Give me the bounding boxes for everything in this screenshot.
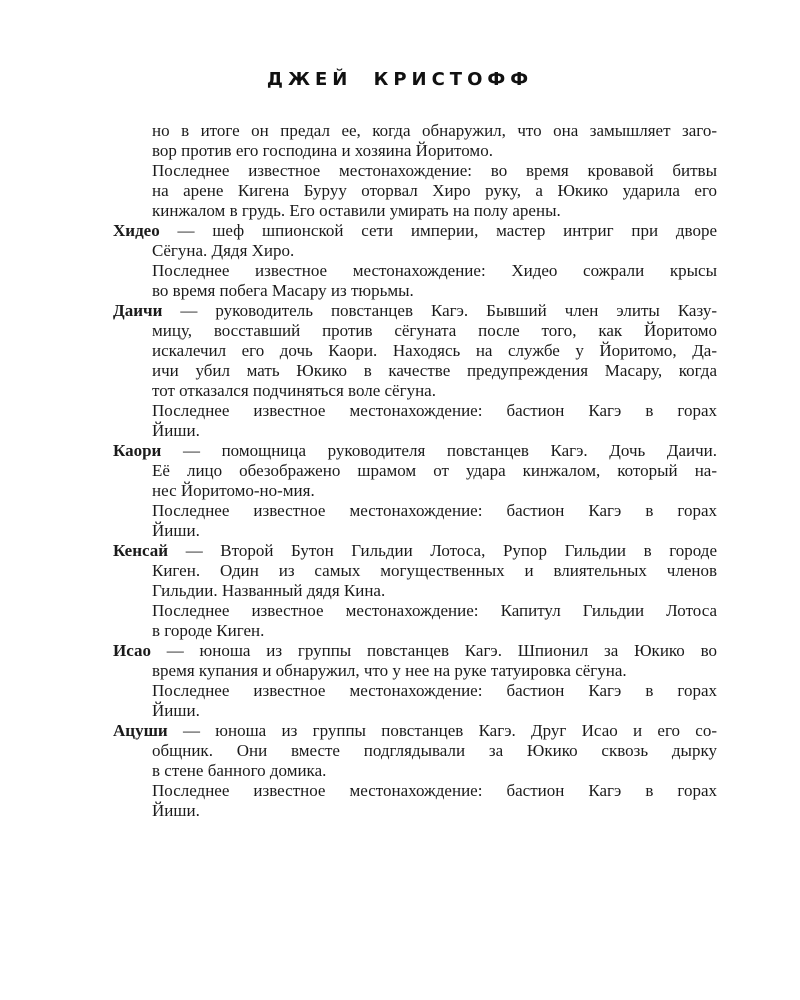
text-line: Кенсай — Второй Бутон Гильдии Лотоса, Рупор Гильдии в городе: [113, 541, 717, 560]
text-line: Её лицо обезображено шрамом от удара кинжалом, который на-: [152, 461, 717, 480]
text-line: в стене банного домика.: [152, 761, 327, 780]
text-line: ичи убил мать Юкико в качестве предупреждения Масару, когда: [152, 361, 717, 380]
text-line: время купания и обнаружил, что у нее на руке татуировка сёгуна.: [152, 661, 627, 680]
text-line: Даичи — руководитель повстанцев Кагэ. Бывший член элиты Казу-: [113, 301, 717, 320]
text-line: общник. Они вместе подглядывали за Юкико сквозь дырку: [152, 741, 717, 760]
glossary-entry: [113, 121, 717, 221]
text-line: Хидео — шеф шпионской сети империи, мастер интриг при дворе: [113, 221, 717, 240]
text-line: искалечил его дочь Каори. Находясь на службе у Йоритомо, Да-: [152, 341, 717, 360]
text-line: во время побега Масару из тюрьмы.: [152, 281, 414, 300]
character-glossary: [113, 121, 717, 821]
entry-name: Хидео: [113, 221, 160, 240]
text-line: Йиши.: [152, 701, 200, 720]
text-line: на арене Кигена Буруу оторвал Хиро руку, а Юкико ударила его: [152, 181, 717, 200]
text-line: тот отказался подчиняться воле сёгуна.: [152, 381, 436, 400]
glossary-entry: [113, 221, 717, 301]
entry-name: Даичи: [113, 301, 163, 320]
text-line: Исао — юноша из группы повстанцев Кагэ. Шпионил за Юкико во: [113, 641, 717, 660]
text-line: Йиши.: [152, 521, 200, 540]
glossary-entry: [113, 721, 717, 821]
glossary-entry: [113, 301, 717, 441]
text-line: в городе Киген.: [152, 621, 265, 640]
text-line: Последнее известное местонахождение: бастион Кагэ в горах: [152, 401, 717, 420]
glossary-entry: [113, 641, 717, 721]
glossary-entry: [113, 441, 717, 541]
text-line: Последнее известное местонахождение: бастион Кагэ в горах: [152, 501, 717, 520]
text-line: Последнее известное местонахождение: бастион Кагэ в горах: [152, 681, 717, 700]
text-line: Последнее известное местонахождение: во время кровавой битвы: [152, 161, 717, 180]
entry-name: Исао: [113, 641, 151, 660]
text-line: Последнее известное местонахождение: Хидео сожрали крысы: [152, 261, 717, 280]
text-line: вор против его господина и хозяина Йоритомо.: [152, 141, 493, 160]
text-line: Гильдии. Названный дядя Кина.: [152, 581, 386, 600]
text-line: Йиши.: [152, 801, 200, 820]
text-line: Каори — помощница руководителя повстанцев Кагэ. Дочь Даичи.: [113, 441, 717, 460]
text-line: Сёгуна. Дядя Хиро.: [152, 241, 295, 260]
text-line: Ацуши — юноша из группы повстанцев Кагэ. Друг Исао и его со-: [113, 721, 717, 740]
entry-name: Ацуши: [113, 721, 168, 740]
text-line: Йиши.: [152, 421, 200, 440]
text-line: кинжалом в грудь. Его оставили умирать на полу арены.: [152, 201, 561, 220]
text-line: но в итоге он предал ее, когда обнаружил, что она замышляет заго-: [152, 121, 717, 140]
text-line: Киген. Один из самых могущественных и влиятельных членов: [152, 561, 717, 580]
page-header-author-title: ДЖЕЙ КРИСТОФФ: [266, 69, 534, 90]
glossary-entry: [113, 541, 717, 641]
entry-name: Кенсай: [113, 541, 169, 560]
text-line: нес Йоритомо-но-мия.: [152, 481, 315, 500]
text-line: Последнее известное местонахождение: бастион Кагэ в горах: [152, 781, 717, 800]
entry-name: Каори: [113, 441, 162, 460]
text-line: Последнее известное местонахождение: Капитул Гильдии Лотоса: [152, 601, 717, 620]
text-line: мицу, восставший против сёгуната после того, как Йоритомо: [152, 321, 717, 340]
